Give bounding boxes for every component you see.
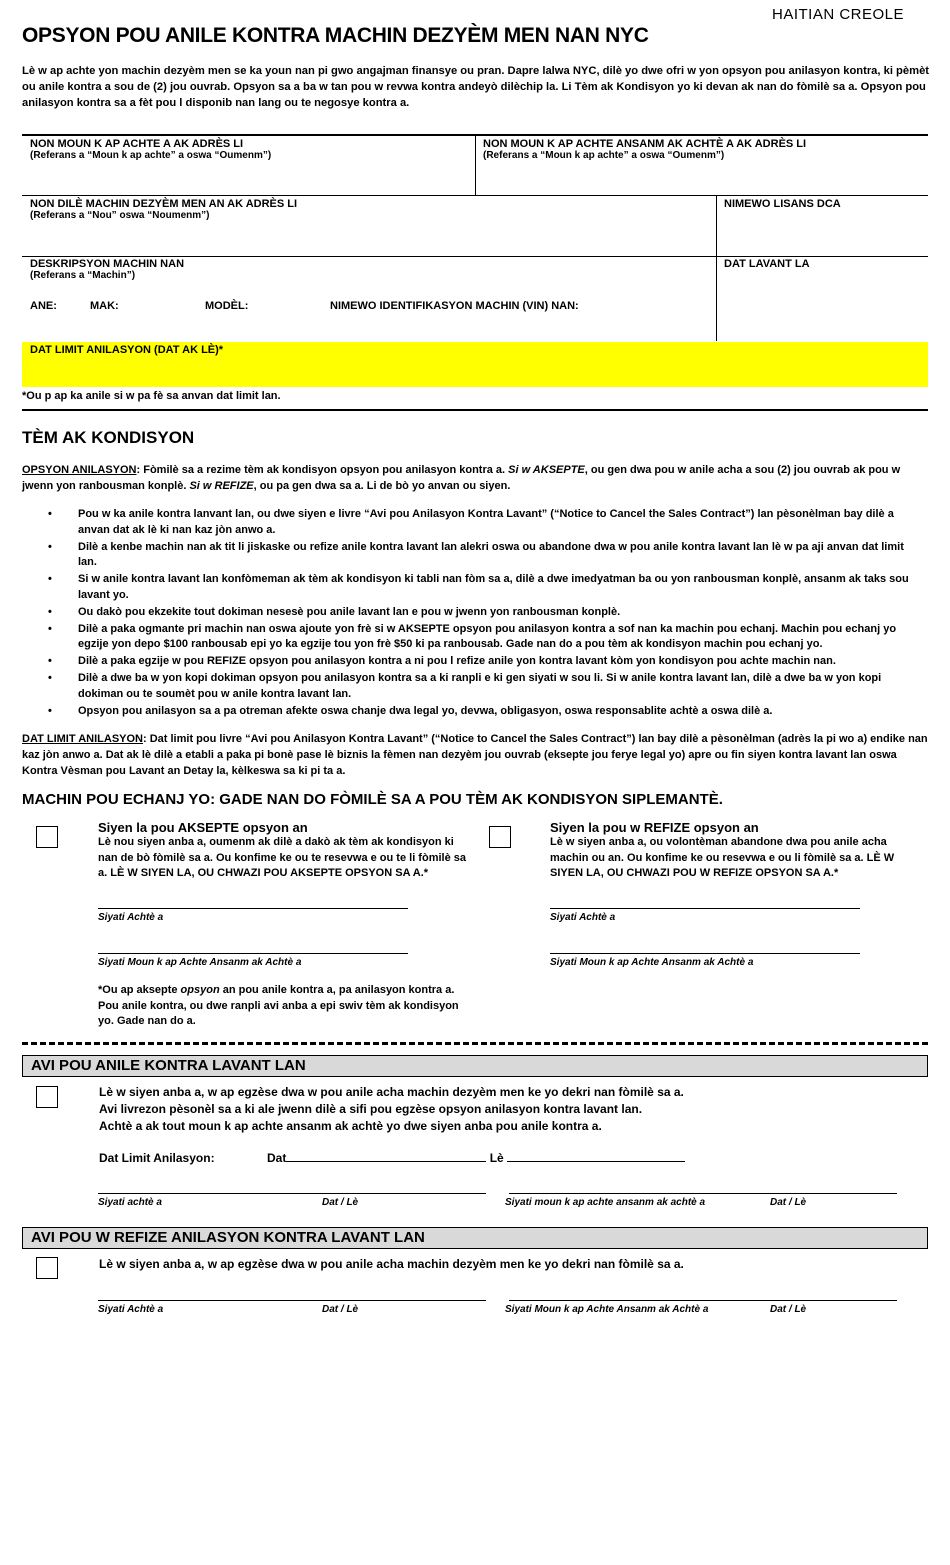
cancel-time-label: Lè xyxy=(489,1151,504,1165)
buyer-sub: (Referans a “Moun k ap achte” a oswa “Oumenm”) xyxy=(30,150,272,161)
deadline-label: DAT LIMIT ANILASYON (DAT AK LÈ)* xyxy=(30,344,224,356)
model-field[interactable]: MODÈL: xyxy=(205,300,249,312)
accept-buyer-signature-line[interactable] xyxy=(98,908,408,909)
option-text-3: , ou pa gen dwa sa a. Li de bò yo anvan ou siyen. xyxy=(253,480,511,492)
vehicle-label: DESKRIPSYON MACHIN NAN xyxy=(30,258,185,270)
refuse-notice-date-time-caption-2: Dat / Lè xyxy=(770,1304,807,1315)
cancel-deadline-label: Dat Limit Anilasyon: xyxy=(99,1151,215,1165)
cancel-date-time-caption-2: Dat / Lè xyxy=(770,1197,807,1208)
option-text-2: , ou gen dwa pou w anile acha a sou (2) jou ouvrab ak pou w jwenn yon ranbousman konplè. xyxy=(22,464,901,492)
option-paragraph xyxy=(22,462,934,494)
accept-block xyxy=(98,820,468,882)
refuse-notice-buyer-signature-caption: Siyati Achtè a xyxy=(98,1304,164,1315)
terms-list xyxy=(48,507,912,721)
cancel-cobuyer-signature-caption: Siyati moun k ap achte ansanm ak achtè a xyxy=(505,1197,706,1208)
deadline-lead: DAT LIMIT ANILASYON xyxy=(22,733,143,745)
deadline-note: *Ou p ap ka anile si w pa fè sa anvan dat limit lan. xyxy=(22,390,281,402)
option-text-1: : Fòmilè sa a rezime tèm ak kondisyon opsyon pou anilasyon kontra a. xyxy=(136,464,509,476)
buyer-field[interactable] xyxy=(30,138,271,161)
accept-text: Lè nou siyen anba a, oumenm ak dilè a dakò ak tèm ak kondisyon ki nan de bò fòmilè sa a. Ou konfime ke ou te resevwa e ou te li fòmilè sa a. LÈ W SIYEN LA, OU CHWAZI POU AKSEPTE OPSYON SA A.* xyxy=(98,836,466,879)
refuse-buyer-signature-caption: Siyati Achtè a xyxy=(550,912,616,923)
cancel-date-input[interactable] xyxy=(286,1150,486,1162)
refuse-notice-date-time-caption-1: Dat / Lè xyxy=(322,1304,359,1315)
deadline-paragraph xyxy=(22,731,934,779)
list-item: • Pou w ka anile kontra lanvant lan, ou dwe siyen e livre “Avi pou Anilasyon Kontra Lavant” (“Notice to Cancel the Sales Contract”) lan pèsonèlman bay dilè a anvan dat ak lè ki nan kaz jòn anwo a. xyxy=(48,508,894,536)
refuse-cobuyer-signature-line[interactable] xyxy=(550,953,860,954)
cancel-deadline-fields xyxy=(267,1150,685,1167)
dealer-sub: (Referans a “Nou” oswa “Noumenm”) xyxy=(30,210,210,221)
cancel-checkbox[interactable] xyxy=(36,1086,58,1108)
accept-buyer-signature-caption: Siyati Achtè a xyxy=(98,912,164,923)
cancel-cobuyer-signature-line[interactable] xyxy=(509,1193,897,1194)
intro-paragraph: Lè w ap achte yon machin dezyèm men se ka youn nan pi gwo angajman finansye ou pran. Dapre lalwa NYC, dilè yo dwe ofri w yon opsyon pou anilasyon kontra, ki pèmèt ou anile kontra a sou de (2) jou ouvrab. Opsyon sa a ba w tan pou w revwa kontra andeyò dilèchip la. Li Tèm ak Kondisyon yo ki devan ak nan do fòmilè sa a. Opsyon pou anilasyon kontra sa a fèt pou l disponib nan lang ou te negosye kontra a. xyxy=(22,65,930,109)
deadline-text: : Dat limit pou livre “Avi pou Anilasyon Kontra Lavant” (“Notice to Cancel the Sales Contract”) lan bay dilè a pèsonèlman (adrès la pi wo a) endike nan kaz jòn anwo a. Dat ak lè dilè a etabli a paka pi bonè pase lè biznis la fèmen nan dezyèm jou ouvrab (eksepte jou ferye legal yo) apre ou fin siyen kontra lavant lan oswa Kontra Vèsman pou Lavant an Detay la, kèlkeswa sa ki pi ta a. xyxy=(22,733,928,777)
refuse-buyer-signature-line[interactable] xyxy=(550,908,860,909)
list-item: • Ou dakò pou ekzekite tout dokiman nesesè pou anile lavant lan e pou w jwenn yon ranbousman konplè. xyxy=(48,605,621,618)
license-field[interactable]: NIMEWO LISANS DCA xyxy=(724,198,841,210)
list-item: • Si w anile kontra lavant lan konfòmeman ak tèm ak kondisyon ki tabli nan fòm sa a, dilè a dwe imedyatman ba ou yon ranbousman konplè, ansanm ak taks sou lavant yo. xyxy=(48,573,909,601)
list-item: • Opsyon pou anilasyon sa a pa otreman afekte oswa chanje dwa legal yo, devwa, obligasyon, oswa responsablite achtè a oswa dilè a. xyxy=(48,704,773,717)
accept-title: Siyen la pou AKSEPTE opsyon an xyxy=(98,820,308,835)
make-field[interactable]: MAK: xyxy=(90,300,119,312)
list-item: • Dilè a paka ogmante pri machin nan oswa ajoute yon frè si w AKSEPTE opsyon pou anilasyon kontra a sof nan ka machin pou echanj. Machin pou echanj yo egzije yon depo $100 ranbousab epi yo ka egzije tou yon frè $50 ki pa ranbousab. Gade nan do a pou tèm ak kondisyon machin pou echanj yo. xyxy=(48,622,897,650)
cut-line xyxy=(22,1042,928,1045)
option-accept: Si w AKSEPTE xyxy=(508,464,585,476)
refuse-cobuyer-signature-caption: Siyati Moun k ap Achte Ansanm ak Achtè a xyxy=(550,957,754,968)
trade-in-heading: MACHIN POU ECHANJ YO: GADE NAN DO FÒMILÈ SA A POU TÈM AK KONDISYON SIPLEMANTÈ. xyxy=(22,791,723,808)
refuse-title: Siyen la pou w REFIZE opsyon an xyxy=(550,820,759,835)
cancel-date-time-caption-1: Dat / Lè xyxy=(322,1197,359,1208)
year-field[interactable]: ANE: xyxy=(30,300,57,312)
refuse-text: Lè w siyen anba a, ou volontèman abandone dwa pou anile acha machin ou an. Ou konfime ke ou resevwa e ou li fòmilè sa a. LÈ W SIYEN LA, OU CHWAZI POU W REFIZE OPSYON SA A.* xyxy=(550,836,895,879)
vin-field[interactable]: NIMEWO IDENTIFIKASYON MACHIN (VIN) NAN: xyxy=(330,300,579,312)
accept-cobuyer-signature-line[interactable] xyxy=(98,953,408,954)
list-item: • Dilè a dwe ba w yon kopi dokiman opsyon pou anilasyon kontra sa a ki ranpli e ki gen siyati w sou li. Si w anile kontra lavant lan, dilè a dwe ba w yon kopi dokiman ou te soumèt pou w anile kontra lavant lan. xyxy=(48,672,882,700)
cancel-time-input[interactable] xyxy=(507,1150,685,1162)
refuse-notice-checkbox[interactable] xyxy=(36,1257,58,1279)
refuse-notice-text: Lè w siyen anba a, w ap egzèse dwa w pou anile acha machin dezyèm men ke yo dekri nan fòmilè sa a. xyxy=(99,1257,684,1271)
list-item: • Dilè a paka egzije w pou REFIZE opsyon pou anilasyon kontra a ni pou l refize anile yon kontra lavant kòm yon kondisyon pou achte machin nan. xyxy=(48,655,836,667)
cancel-buyer-signature-caption: Siyati achtè a xyxy=(98,1197,162,1208)
dealer-label: NON DILÈ MACHIN DEZYÈM MEN AN AK ADRÈS LI xyxy=(30,198,298,210)
option-lead: OPSYON ANILASYON xyxy=(22,464,137,476)
refuse-checkbox[interactable] xyxy=(489,826,511,848)
refuse-notice-buyer-signature-line[interactable] xyxy=(98,1300,486,1301)
accept-cobuyer-signature-caption: Siyati Moun k ap Achte Ansanm ak Achtè a xyxy=(98,957,302,968)
option-refuse: Si w REFIZE xyxy=(189,480,254,492)
dealer-field[interactable] xyxy=(30,198,297,221)
vehicle-field[interactable] xyxy=(30,258,184,281)
vehicle-sub: (Referans a “Machin”) xyxy=(30,270,136,281)
cancel-date-label: Dat xyxy=(267,1151,287,1165)
accept-checkbox[interactable] xyxy=(36,826,58,848)
cobuyer-sub: (Referans a “Moun k ap achte” a oswa “Oumenm”) xyxy=(483,150,725,161)
cancel-notice-banner: AVI POU ANILE KONTRA LAVANT LAN xyxy=(22,1055,928,1077)
terms-heading: TÈM AK KONDISYON xyxy=(22,428,195,447)
cobuyer-label: NON MOUN K AP ACHTE ANSANM AK ACHTÈ A AK ADRÈS LI xyxy=(483,138,807,150)
list-item: • Dilè a kenbe machin nan ak tit li jiskaske ou refize anile kontra lavant lan alekri oswa ou abandone dwa w pou anile kontra lavant lan lè w pa aji anvan dat limit lan. xyxy=(48,540,904,568)
cobuyer-field[interactable] xyxy=(483,138,806,161)
cancel-buyer-signature-line[interactable] xyxy=(98,1193,486,1194)
sale-date-field[interactable]: DAT LAVANT LA xyxy=(724,258,810,270)
refuse-notice-cobuyer-signature-line[interactable] xyxy=(509,1300,897,1301)
cancel-notice-text: Lè w siyen anba a, w ap egzèse dwa w pou anile acha machin dezyèm men ke yo dekri nan fòmilè sa a. Avi livrezon pèsonèl sa a ki ale jwenn dilè a sifi pou egzèse opsyon anilasyon kontra lavant lan. Achtè a ak tout moun k ap achte ansanm ak achtè yo dwe siyen anba pou anile kontra a. xyxy=(99,1085,684,1133)
deadline-highlight-box[interactable] xyxy=(22,342,928,387)
buyer-label: NON MOUN K AP ACHTE A AK ADRÈS LI xyxy=(30,138,244,150)
page-title: OPSYON POU ANILE KONTRA MACHIN DEZYÈM MEN NAN NYC xyxy=(22,24,649,47)
language-label: HAITIAN CREOLE xyxy=(772,6,905,23)
refuse-notice-banner: AVI POU W REFIZE ANILASYON KONTRA LAVANT LAN xyxy=(22,1227,928,1249)
refuse-notice-cobuyer-signature-caption: Siyati Moun k ap Achte Ansanm ak Achtè a xyxy=(505,1304,709,1315)
accept-footnote: *Ou ap aksepte opsyon an pou anile kontra a, pa anilasyon kontra a. Pou anile kontra, ou dwe ranpli avi anba a epi swiv tèm ak kondisyon yo. Gade nan do a. xyxy=(98,984,459,1027)
refuse-block xyxy=(550,820,905,882)
